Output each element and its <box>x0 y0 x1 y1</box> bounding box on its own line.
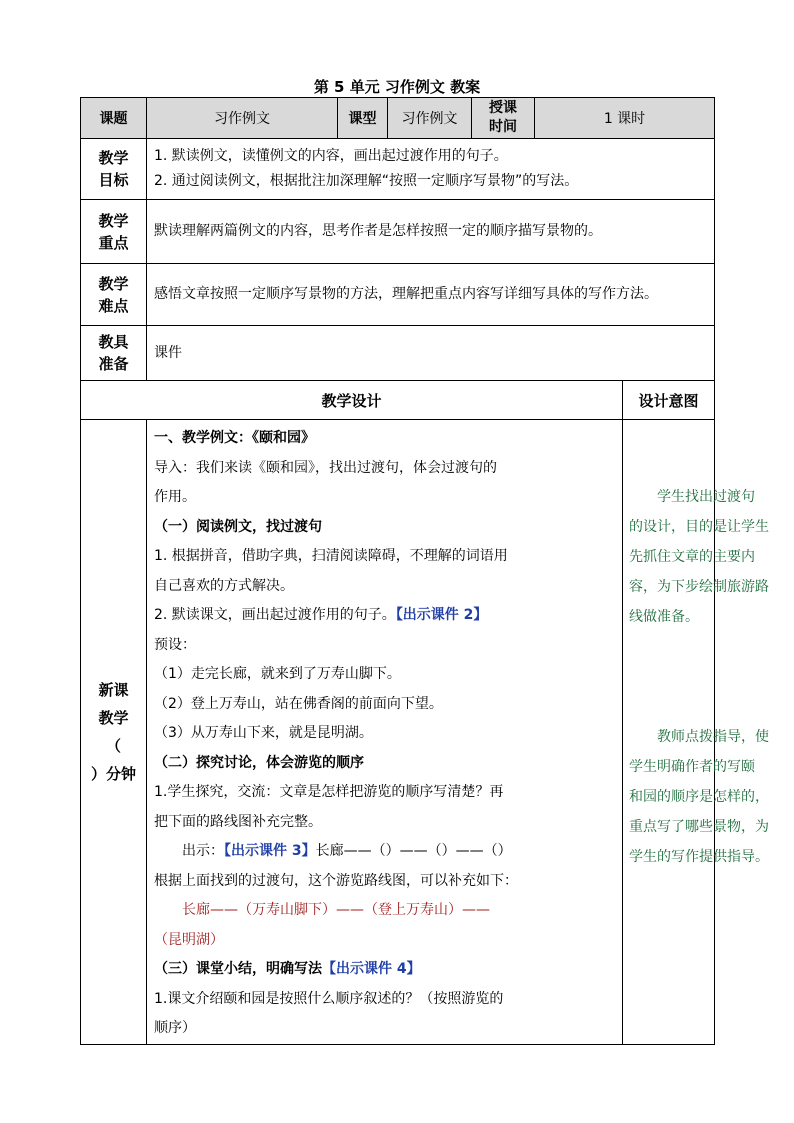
intent-line: 学生的写作提供指导。 <box>629 849 769 865</box>
goals-label-line1: 教学 <box>98 149 129 167</box>
design-header-right: 设计意图 <box>623 381 715 420</box>
intent-line: 线做准备。 <box>629 609 699 625</box>
side-label-line3: （ <box>105 736 121 755</box>
focus-content: 默读理解两篇例文的内容，思考作者是怎样按照一定的顺序描写景物的。 <box>147 200 715 264</box>
header-label-type: 课型 <box>338 98 388 139</box>
content-line: （2）登上万寿山，站在佛香阁的前面向下望。 <box>154 695 443 712</box>
subsection-heading-1: （一）阅读例文，找过渡句 <box>154 518 322 535</box>
header-label-time-line1: 授课 <box>489 100 517 116</box>
content-line: 顺序） <box>154 1020 196 1036</box>
content-text: 2. 默读课文，画出起过渡作用的句子。 <box>154 607 396 623</box>
slide-cue: 【出示课件 2】 <box>395 607 488 623</box>
tools-label-line2: 准备 <box>98 355 129 373</box>
difficulty-content: 感悟文章按照一定顺序写景物的方法，理解把重点内容写详细写具体的写作方法。 <box>147 264 715 326</box>
content-line: 1.学生探究，交流：文章是怎样把游览的顺序写清楚？再 <box>154 784 504 800</box>
difficulty-row <box>81 264 715 326</box>
header-label-time <box>472 98 535 139</box>
content-line <box>154 601 618 631</box>
route-answer-end: （昆明湖） <box>154 931 224 948</box>
design-header-left: 教学设计 <box>81 381 623 420</box>
goals-label <box>81 139 147 200</box>
content-line: 1.课文介绍颐和园是按照什么顺序叙述的？（按照游览的 <box>154 990 504 1007</box>
design-body-row <box>81 420 715 1045</box>
section-heading-1: 一、教学例文：《颐和园》 <box>154 430 315 446</box>
content-line <box>154 955 618 985</box>
intent-line: 教师点拨指导，使 <box>657 729 769 745</box>
teaching-design-content <box>147 420 623 1045</box>
lesson-time-label <box>81 420 147 1045</box>
goal-item-2: 2. 通过阅读例文，根据批注加深理解“按照一定顺序写景物”的写法。 <box>154 173 579 189</box>
subsection-heading-2: （二）探究讨论，体会游览的顺序 <box>154 754 364 771</box>
content-text: 出示： <box>182 843 224 859</box>
content-line: 预设： <box>154 636 196 653</box>
goals-label-line2: 目标 <box>98 171 129 189</box>
side-label-line1: 新课 <box>98 680 129 699</box>
lesson-plan-table <box>80 97 769 1045</box>
header-label-time-line2: 时间 <box>489 119 517 135</box>
route-template: 长廊——（）——（）——（） <box>315 843 512 859</box>
tools-label <box>81 326 147 381</box>
intent-spacer <box>629 632 712 722</box>
intent-line: 的设计，目的是让学生 <box>629 519 769 535</box>
goals-row <box>81 139 715 200</box>
header-value-type: 习作例文 <box>388 98 472 139</box>
focus-label <box>81 200 147 264</box>
content-line: 根据上面找到的过渡句，这个游览路线图，可以补充如下： <box>154 872 518 889</box>
side-label-line2: 教学 <box>98 708 129 727</box>
content-line <box>154 837 618 867</box>
difficulty-label-line1: 教学 <box>98 274 129 293</box>
header-row <box>81 98 715 139</box>
content-line: 1. 根据拼音，借助字典，扫清阅读障碍，不理解的词语用 <box>154 548 508 564</box>
content-line: 导入：我们来读《颐和园》，找出过渡句，体会过渡句的 <box>154 459 497 476</box>
content-line: （3）从万寿山下来，就是昆明湖。 <box>154 725 373 741</box>
difficulty-label <box>81 264 147 326</box>
tools-label-line1: 教具 <box>98 333 129 351</box>
goals-content <box>147 139 715 200</box>
content-line: 自己喜欢的方式解决。 <box>154 577 294 594</box>
intent-line: 容，为下步绘制旅游路 <box>629 579 769 595</box>
content-line: 作用。 <box>154 489 196 505</box>
intent-line: 和园的顺序是怎样的， <box>629 789 769 805</box>
focus-row <box>81 200 715 264</box>
focus-label-line2: 重点 <box>98 233 129 252</box>
header-value-time: 1 课时 <box>535 98 715 139</box>
design-header-row <box>81 381 715 420</box>
header-label-subject: 课题 <box>81 98 147 139</box>
design-intent-content <box>623 420 769 1045</box>
tools-content: 课件 <box>147 326 715 381</box>
header-value-subject: 习作例文 <box>147 98 338 139</box>
content-line: 把下面的路线图补充完整。 <box>154 813 322 830</box>
content-line: （1）走完长廊，就来到了万寿山脚下。 <box>154 666 401 682</box>
intent-line: 重点写了哪些景物，为 <box>629 819 769 835</box>
difficulty-label-line2: 难点 <box>98 296 129 315</box>
intent-line: 学生找出过渡句 <box>657 489 755 505</box>
intent-line: 先抓住文章的主要内 <box>629 549 755 565</box>
page-title: 第 5 单元 习作例文 教案 <box>313 78 481 96</box>
route-answer: 长廊——（万寿山脚下）——（登上万寿山）—— <box>182 902 490 918</box>
slide-cue: 【出示课件 3】 <box>224 843 316 859</box>
slide-cue: 【出示课件 4】 <box>322 961 421 977</box>
intent-line: 学生明确作者的写颐 <box>629 759 755 775</box>
side-label-line4: ）分钟 <box>90 764 136 783</box>
tools-row <box>81 326 715 381</box>
goal-item-1: 1. 默读例文，读懂例文的内容，画出起过渡作用的句子。 <box>154 148 508 164</box>
focus-label-line1: 教学 <box>98 211 129 230</box>
subsection-heading-3: （三）课堂小结，明确写法 <box>154 961 322 977</box>
